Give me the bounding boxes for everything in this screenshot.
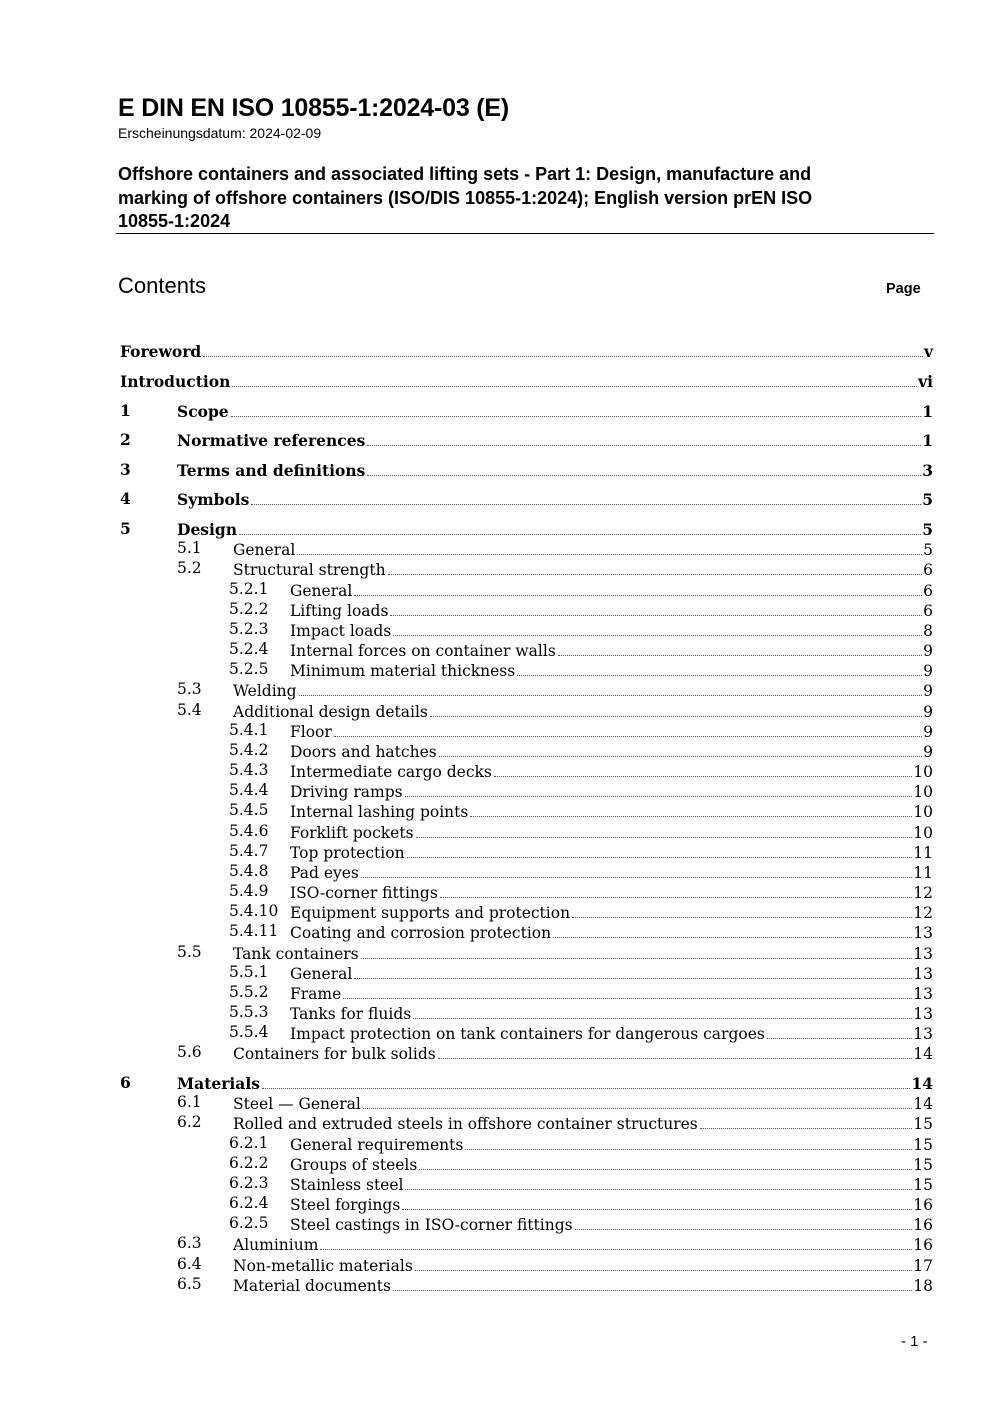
toc-entry[interactable] xyxy=(229,1154,933,1174)
toc-entry-label: Coating and corrosion protection xyxy=(290,924,552,942)
toc-entry-label: Foreword xyxy=(120,342,202,361)
toc-leader-dots xyxy=(231,416,922,417)
toc-entry-page: 15 xyxy=(913,1115,933,1133)
toc-entry[interactable] xyxy=(177,1113,933,1133)
toc-leader-dots xyxy=(299,695,923,696)
toc-entry-number: 5.4.6 xyxy=(229,822,269,840)
toc-entry[interactable] xyxy=(229,580,933,600)
toc-entry[interactable] xyxy=(229,600,933,620)
document-id: E DIN EN ISO 10855-1:2024-03 (E) xyxy=(118,94,509,122)
toc-leader-dots xyxy=(700,1128,913,1129)
toc-entry[interactable] xyxy=(177,559,933,579)
toc-entry-number: 5.2.5 xyxy=(229,660,269,678)
toc-entry-label: Steel — General xyxy=(233,1095,361,1113)
toc-entry-label: Materials xyxy=(177,1074,260,1093)
toc-entry-label: Groups of steels xyxy=(290,1156,418,1174)
toc-entry[interactable] xyxy=(229,983,933,1003)
toc-entry-number: 6.2.2 xyxy=(229,1154,269,1172)
toc-entry-label: Non-metallic materials xyxy=(233,1257,413,1275)
toc-entry-number: 6 xyxy=(120,1073,131,1092)
toc-leader-dots xyxy=(405,1189,912,1190)
toc-entry-label: Tanks for fluids xyxy=(290,1005,412,1023)
toc-entry-number: 2 xyxy=(120,430,131,449)
toc-entry-number: 6.2.5 xyxy=(229,1214,269,1232)
toc-entry-page: 15 xyxy=(913,1156,933,1174)
page-column-label: Page xyxy=(886,281,921,297)
toc-entry-page: 18 xyxy=(913,1277,933,1295)
toc-entry-page: 12 xyxy=(913,904,933,922)
toc-entry-number: 5.2 xyxy=(177,559,202,577)
toc-entry[interactable] xyxy=(229,801,933,821)
toc-entry-label: Impact loads xyxy=(290,622,392,640)
toc-entry-number: 5.4.5 xyxy=(229,801,269,819)
toc-entry-page: 14 xyxy=(911,1074,933,1093)
toc-leader-dots xyxy=(367,445,921,446)
toc-entry-number: 5.5.1 xyxy=(229,963,269,981)
toc-entry[interactable] xyxy=(177,1093,933,1113)
toc-leader-dots xyxy=(553,937,912,938)
toc-entry-number: 5.2.3 xyxy=(229,620,269,638)
toc-entry-number: 5.4.1 xyxy=(229,721,269,739)
toc-entry-label: Forklift pockets xyxy=(290,824,414,842)
toc-entry-page: 14 xyxy=(913,1095,933,1113)
toc-entry-number: 5.2.1 xyxy=(229,580,269,598)
toc-entry-label: Floor xyxy=(290,723,332,741)
toc-leader-dots xyxy=(470,816,912,817)
toc-entry-label: Welding xyxy=(233,682,297,700)
toc-entry[interactable] xyxy=(229,741,933,761)
toc-entry-label: Lifting loads xyxy=(290,602,389,620)
toc-leader-dots xyxy=(402,1209,912,1210)
toc-entry[interactable] xyxy=(120,371,933,391)
toc-entry-label: Symbols xyxy=(177,490,250,509)
toc-entry[interactable] xyxy=(120,460,933,480)
toc-entry-label: Top protection xyxy=(290,844,405,862)
toc-entry-page: 13 xyxy=(913,1025,933,1043)
toc-entry-label: ISO-corner fittings xyxy=(290,884,438,902)
toc-entry-page: 13 xyxy=(913,924,933,942)
toc-entry-page: 16 xyxy=(913,1236,933,1254)
toc-leader-dots xyxy=(517,675,922,676)
toc-entry-label: Steel castings in ISO-corner fittings xyxy=(290,1216,573,1234)
toc-entry-page: 9 xyxy=(923,703,933,721)
toc-entry-number: 6.2 xyxy=(177,1113,202,1131)
toc-entry-page: 6 xyxy=(923,582,933,600)
publication-date: Erscheinungsdatum: 2024-02-09 xyxy=(118,125,322,141)
toc-entry-label: Introduction xyxy=(120,372,231,391)
toc-entry-page: 10 xyxy=(913,763,933,781)
toc-leader-dots xyxy=(572,917,912,918)
toc-entry-number: 5.6 xyxy=(177,1043,202,1061)
toc-entry[interactable] xyxy=(120,401,933,421)
toc-leader-dots xyxy=(262,1088,910,1089)
toc-entry-page: 9 xyxy=(923,642,933,660)
toc-leader-dots xyxy=(465,1149,912,1150)
toc-leader-dots xyxy=(419,1169,912,1170)
toc-entry[interactable] xyxy=(229,862,933,882)
toc-entry[interactable] xyxy=(229,922,933,942)
toc-leader-dots xyxy=(430,716,922,717)
toc-entry-label: General xyxy=(233,541,296,559)
toc-entry-number: 1 xyxy=(120,401,131,420)
document-title-line: Offshore containers and associated lifting sets - Part 1: Design, manufacture and xyxy=(118,164,812,184)
toc-entry-label: General requirements xyxy=(290,1136,464,1154)
toc-leader-dots xyxy=(232,386,917,387)
toc-entry-page: 8 xyxy=(923,622,933,640)
toc-entry-number: 5.4.3 xyxy=(229,761,269,779)
toc-leader-dots xyxy=(390,615,922,616)
toc-entry-label: Rolled and extruded steels in offshore container structures xyxy=(233,1115,698,1133)
toc-entry[interactable] xyxy=(177,701,933,721)
toc-entry[interactable] xyxy=(229,1214,933,1234)
toc-leader-dots xyxy=(334,736,922,737)
toc-leader-dots xyxy=(439,756,922,757)
toc-entry[interactable] xyxy=(177,1234,933,1254)
toc-entry[interactable] xyxy=(120,341,933,361)
toc-entry-label: Steel forgings xyxy=(290,1196,401,1214)
toc-entry-page: 9 xyxy=(923,743,933,761)
toc-leader-dots xyxy=(239,534,921,535)
document-title-line: marking of offshore containers (ISO/DIS 10855-1:2024); English version prEN ISO xyxy=(118,187,813,208)
toc-leader-dots xyxy=(388,574,923,575)
toc-entry[interactable] xyxy=(229,842,933,862)
toc-entry-label: General xyxy=(290,582,353,600)
toc-entry-page: 12 xyxy=(913,884,933,902)
toc-leader-dots xyxy=(415,1270,912,1271)
toc-entry-label: Stainless steel xyxy=(290,1176,404,1194)
toc-entry-label: Scope xyxy=(177,402,229,421)
toc-entry-number: 5.2.4 xyxy=(229,640,269,658)
toc-entry[interactable] xyxy=(229,963,933,983)
toc-entry-label: General xyxy=(290,965,353,983)
toc-leader-dots xyxy=(440,897,912,898)
toc-entry-page: 10 xyxy=(913,824,933,842)
toc-entry-label: Design xyxy=(177,520,238,539)
toc-entry-label: Driving ramps xyxy=(290,783,403,801)
toc-entry-page: 6 xyxy=(923,561,933,579)
toc-entry[interactable] xyxy=(229,1174,933,1194)
toc-entry[interactable] xyxy=(177,1275,933,1295)
toc-entry-number: 5.5.3 xyxy=(229,1003,269,1021)
toc-leader-dots xyxy=(354,978,912,979)
toc-entry-page: 13 xyxy=(913,985,933,1003)
toc-leader-dots xyxy=(297,554,922,555)
toc-leader-dots xyxy=(393,1290,912,1291)
toc-entry-label: Terms and definitions xyxy=(177,461,366,480)
toc-entry-label: Material documents xyxy=(233,1277,391,1295)
toc-entry-page: 1 xyxy=(922,402,933,421)
toc-entry-label: Frame xyxy=(290,985,342,1003)
toc-entry[interactable] xyxy=(229,1134,933,1154)
toc-entry-number: 6.5 xyxy=(177,1275,202,1293)
toc-entry-number: 5.1 xyxy=(177,539,202,557)
toc-leader-dots xyxy=(413,1018,912,1019)
toc-entry-label: Doors and hatches xyxy=(290,743,437,761)
toc-entry-page: 15 xyxy=(913,1136,933,1154)
toc-entry-number: 5.4.10 xyxy=(229,902,279,920)
toc-leader-dots xyxy=(361,958,913,959)
toc-entry-page: 1 xyxy=(922,431,933,450)
toc-entry-label: Tank containers xyxy=(233,945,359,963)
toc-leader-dots xyxy=(343,998,912,999)
toc-entry-number: 5.4 xyxy=(177,701,202,719)
toc-entry-number: 5.5 xyxy=(177,943,202,961)
toc-entry[interactable] xyxy=(120,489,933,509)
toc-entry-label: Pad eyes xyxy=(290,864,359,882)
toc-entry-page: 14 xyxy=(913,1045,933,1063)
toc-leader-dots xyxy=(575,1229,913,1230)
toc-entry[interactable] xyxy=(229,882,933,902)
toc-leader-dots xyxy=(251,504,921,505)
toc-entry-number: 6.1 xyxy=(177,1093,202,1111)
toc-entry-page: 6 xyxy=(923,602,933,620)
toc-leader-dots xyxy=(363,1108,912,1109)
toc-entry-page: 11 xyxy=(913,864,933,882)
toc-leader-dots xyxy=(494,776,912,777)
toc-entry-number: 4 xyxy=(120,489,131,508)
toc-entry-number: 6.2.4 xyxy=(229,1194,269,1212)
toc-entry-page: v xyxy=(923,342,933,361)
toc-entry-label: Normative references xyxy=(177,431,366,450)
toc-entry-page: 5 xyxy=(922,520,933,539)
toc-entry-page: 5 xyxy=(923,541,933,559)
toc-entry[interactable] xyxy=(177,943,933,963)
toc-entry-label: Internal forces on container walls xyxy=(290,642,556,660)
toc-entry-number: 5.5.2 xyxy=(229,983,269,1001)
toc-leader-dots xyxy=(203,356,923,357)
toc-entry[interactable] xyxy=(229,620,933,640)
toc-entry[interactable] xyxy=(177,539,933,559)
toc-entry-number: 6.3 xyxy=(177,1234,202,1252)
toc-entry-number: 5.3 xyxy=(177,680,202,698)
toc-leader-dots xyxy=(407,857,913,858)
toc-entry-label: Additional design details xyxy=(233,703,428,721)
toc-entry-page: 9 xyxy=(923,682,933,700)
toc-entry[interactable] xyxy=(229,761,933,781)
toc-entry[interactable] xyxy=(177,1255,933,1275)
toc-entry-page: 17 xyxy=(913,1257,933,1275)
toc-entry[interactable] xyxy=(229,660,933,680)
toc-entry-page: 10 xyxy=(913,783,933,801)
toc-entry[interactable] xyxy=(229,902,933,922)
toc-leader-dots xyxy=(416,837,913,838)
toc-entry-label: Equipment supports and protection xyxy=(290,904,571,922)
toc-entry-label: Aluminium xyxy=(233,1236,319,1254)
toc-entry[interactable] xyxy=(229,640,933,660)
toc-leader-dots xyxy=(320,1249,912,1250)
toc-entry-number: 5.4.7 xyxy=(229,842,269,860)
toc-leader-dots xyxy=(438,1058,913,1059)
toc-entry[interactable] xyxy=(120,1073,933,1093)
toc-leader-dots xyxy=(393,635,922,636)
toc-entry-label: Internal lashing points xyxy=(290,803,469,821)
toc-leader-dots xyxy=(558,655,922,656)
toc-entry-number: 3 xyxy=(120,460,131,479)
toc-entry[interactable] xyxy=(229,721,933,741)
toc-entry-number: 5 xyxy=(120,519,131,538)
toc-entry-page: 13 xyxy=(913,965,933,983)
toc-entry[interactable] xyxy=(229,1194,933,1214)
toc-entry[interactable] xyxy=(229,822,933,842)
toc-entry-page: 13 xyxy=(913,1005,933,1023)
toc-entry[interactable] xyxy=(120,430,933,450)
toc-entry-page: 11 xyxy=(913,844,933,862)
toc-leader-dots xyxy=(354,595,922,596)
toc-entry-page: 9 xyxy=(923,723,933,741)
toc-entry-number: 5.5.4 xyxy=(229,1023,269,1041)
toc-entry-page: 5 xyxy=(922,490,933,509)
page-number: - 1 - xyxy=(901,1333,928,1350)
toc-entry[interactable] xyxy=(120,519,933,539)
toc-entry-page: 13 xyxy=(913,945,933,963)
toc-entry-page: vi xyxy=(918,372,933,391)
toc-leader-dots xyxy=(361,877,912,878)
toc-leader-dots xyxy=(405,796,913,797)
contents-heading: Contents xyxy=(118,273,207,298)
toc-entry-page: 16 xyxy=(913,1216,933,1234)
toc-entry-number: 6.2.3 xyxy=(229,1174,269,1192)
toc-entry-number: 5.4.9 xyxy=(229,882,269,900)
toc-entry-label: Impact protection on tank containers for dangerous cargoes xyxy=(290,1025,765,1043)
toc-entry-number: 5.4.2 xyxy=(229,741,269,759)
toc-entry-number: 5.4.8 xyxy=(229,862,269,880)
toc-entry-number: 6.4 xyxy=(177,1255,202,1273)
toc-entry-number: 5.4.4 xyxy=(229,781,269,799)
toc-entry[interactable] xyxy=(177,1043,933,1063)
toc-leader-dots xyxy=(767,1038,912,1039)
toc-entry-label: Structural strength xyxy=(233,561,386,579)
toc-leader-dots xyxy=(367,475,921,476)
toc-entry-label: Containers for bulk solids xyxy=(233,1045,436,1063)
toc-entry-number: 5.4.11 xyxy=(229,922,279,940)
toc-entry-page: 9 xyxy=(923,662,933,680)
toc-entry[interactable] xyxy=(229,1003,933,1023)
toc-entry-page: 3 xyxy=(922,461,933,480)
toc-entry-label: Intermediate cargo decks xyxy=(290,763,492,781)
toc-entry[interactable] xyxy=(229,781,933,801)
toc-entry-number: 5.2.2 xyxy=(229,600,269,618)
toc-entry[interactable] xyxy=(229,1023,933,1043)
toc-entry-page: 15 xyxy=(913,1176,933,1194)
document-title-line: 10855-1:2024 xyxy=(118,211,231,231)
toc-entry-page: 16 xyxy=(913,1196,933,1214)
toc-entry[interactable] xyxy=(177,680,933,700)
toc-entry-page: 10 xyxy=(913,803,933,821)
toc-entry-number: 6.2.1 xyxy=(229,1134,269,1152)
toc-entry-label: Minimum material thickness xyxy=(290,662,516,680)
